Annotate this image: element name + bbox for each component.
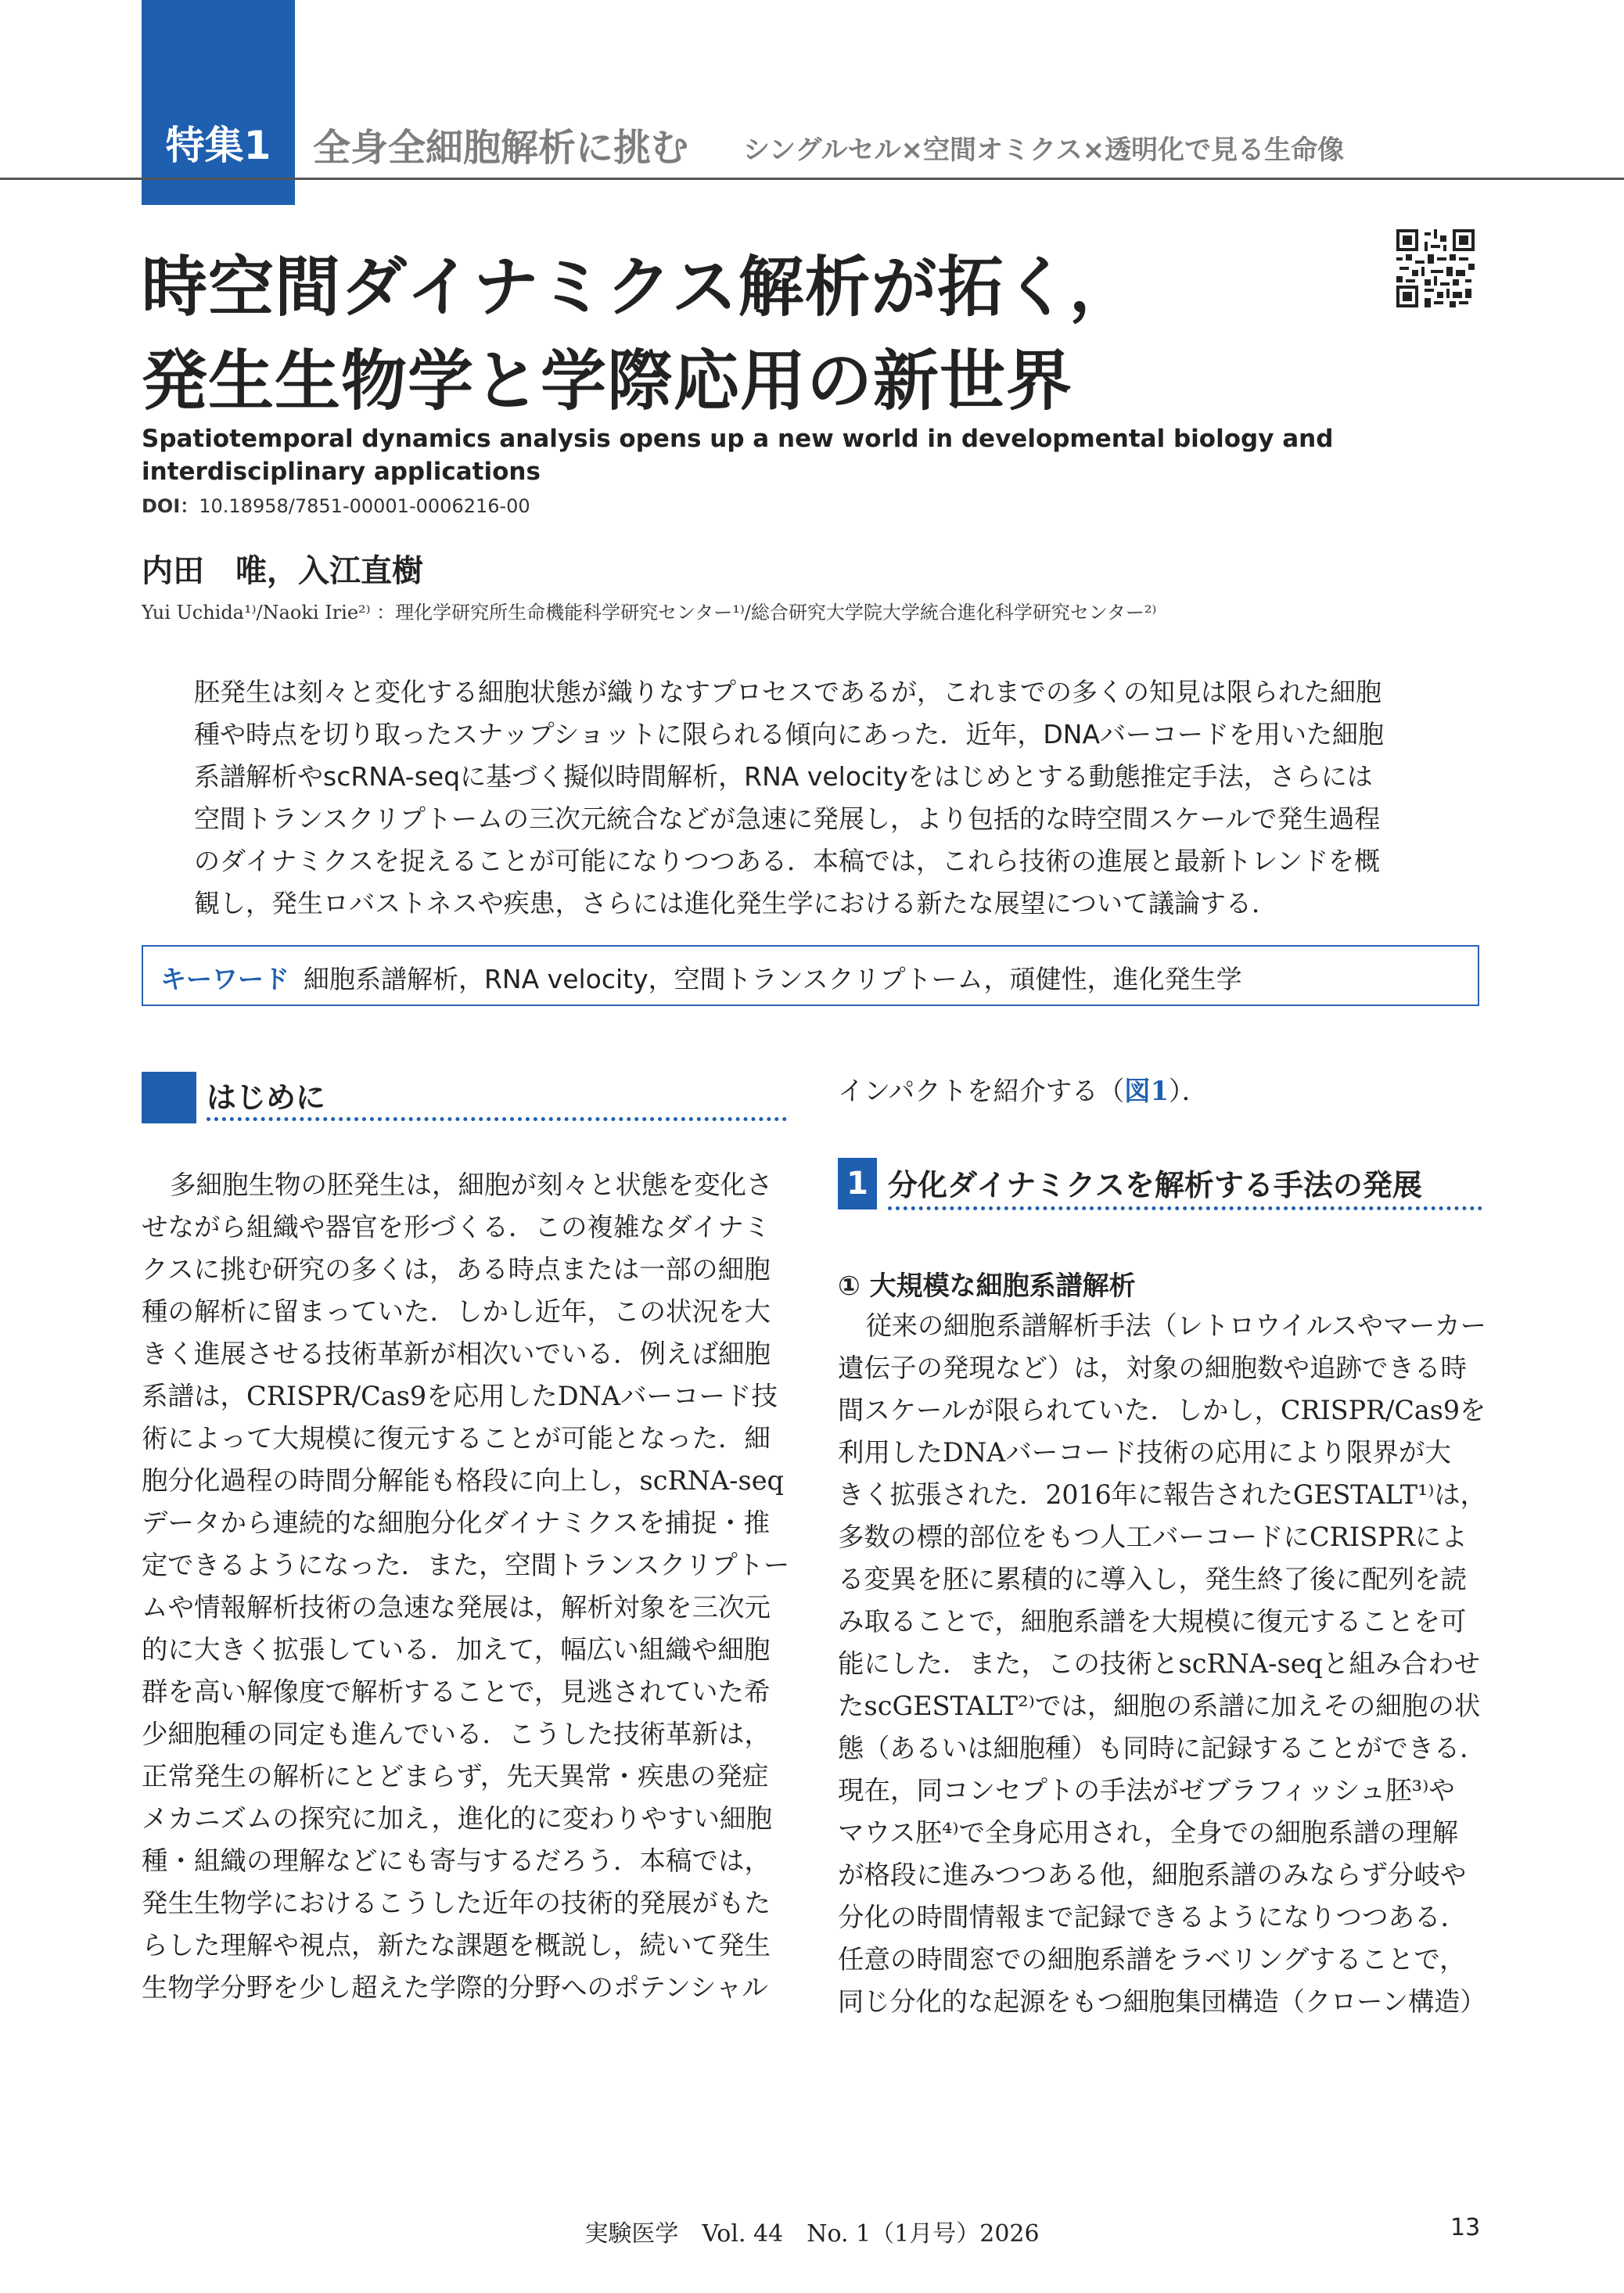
abstract-line: 観し，発生ロバストネスや疾患，さらには進化発生学における新たな展望について議論する． — [194, 888, 1278, 918]
abstract — [194, 671, 1430, 925]
body-line: 定できるようになった．また，空間トランスクリプトー — [142, 1550, 790, 1580]
body-line: 種の解析に留まっていた．しかし近年，この状況を大 — [142, 1296, 771, 1327]
section-marker — [142, 1072, 196, 1123]
body-line: 現在，同コンセプトの手法がゼブラフィッシュ胚³⁾や — [838, 1775, 1455, 1806]
intro-text: インパクトを紹介する（ — [838, 1076, 1125, 1106]
body-line: きく進展させる技術革新が相次いでいる．例えば細胞 — [142, 1339, 771, 1369]
abstract-line: 空間トランスクリプトームの三次元統合などが急速に発展し，より包括的な時空間スケールで発生過程 — [194, 803, 1381, 834]
body-line: 従来の細胞系譜解析手法（レトロウイルスやマーカー — [865, 1310, 1486, 1341]
subsection-title: ① 大規模な細胞系譜解析 — [838, 1270, 1136, 1302]
doi — [142, 491, 530, 518]
body-line: 多細胞生物の胚発生は，細胞が刻々と状態を変化さ — [170, 1170, 773, 1200]
body-line: 発生生物学におけるこうした近年の技術的発展がもた — [142, 1888, 771, 1918]
body-line: きく拡張された．2016年に報告されたGESTALT¹⁾は， — [838, 1479, 1486, 1510]
section-number-1: 1 — [838, 1158, 877, 1209]
body-line: 系譜は，CRISPR/Cas9を応用したDNAバーコード技 — [142, 1381, 778, 1411]
header-rule — [0, 178, 1624, 180]
article-title-line-1: 時空間ダイナミクス解析が拓く， — [142, 249, 1136, 325]
body-line: 利用したDNAバーコード技術の応用により限界が大 — [838, 1437, 1451, 1468]
body-line: 間スケールが限られていた．しかし，CRISPR/Cas9を — [838, 1395, 1486, 1425]
abstract-line: 系譜解析やscRNA-seqに基づく擬似時間解析，RNA velocityをはじめとする動態推定手法，さらには — [194, 761, 1373, 792]
body-line: 生物学分野を少し超えた学際的分野へのポテンシャル — [142, 1972, 768, 2003]
body-line: 術によって大規模に復元することが可能となった．細 — [142, 1423, 771, 1454]
body-line: 的に大きく拡張している．加えて，幅広い組織や細胞 — [142, 1634, 771, 1665]
body-line-continued — [838, 1070, 1208, 1112]
body-line: クスに挑む研究の多くは，ある時点または一部の細胞 — [142, 1254, 771, 1285]
body-line: ムや情報解析技術の急速な発展は，解析対象を三次元 — [142, 1592, 771, 1623]
body-line: 同じ分化的な起源をもつ細胞集団構造（クローン構造） — [838, 1986, 1486, 2017]
section-rule — [888, 1206, 1482, 1210]
keywords-label: キーワード — [160, 964, 289, 994]
body-line: 多数の標的部位をもつ人工バーコードにCRISPRによ — [838, 1522, 1468, 1552]
body-line: せながら組織や器官を形づくる．この複雑なダイナミ — [142, 1212, 771, 1242]
section-title-1: 分化ダイナミクスを解析する手法の発展 — [888, 1168, 1422, 1202]
series-subtitle: シングルセル×空間オミクス×透明化で見る生命像 — [743, 135, 1345, 166]
body-line: 群を高い解像度で解析することで，見逃されていた希 — [142, 1677, 771, 1707]
abstract-line: のダイナミクスを捉えることが可能になりつつある．本稿では，これら技術の進展と最新トレンドを概 — [194, 846, 1381, 876]
intro-end: ）． — [1168, 1076, 1209, 1106]
article-title-line-2: 発生生物学と学際応用の新世界 — [142, 343, 1073, 419]
doi-value[interactable]: 10.18958/7851-00001-0006216-00 — [199, 495, 530, 517]
abstract-line: 種や時点を切り取ったスナップショットに限られる傾向にあった．近年，DNAバーコードを用いた細胞 — [194, 719, 1385, 749]
body-line: 任意の時間窓での細胞系譜をラベリングすることで， — [838, 1944, 1466, 1975]
body-line: たscGESTALT²⁾では，細胞の系譜に加えその細胞の状 — [838, 1691, 1481, 1721]
body-line: る変異を胚に累積的に導入し，発生終了後に配列を読 — [838, 1564, 1467, 1594]
footer-journal: 実験医学 Vol. 44 No. 1（1月号）2026 — [584, 2220, 1040, 2248]
body-line: メカニズムの探究に加え，進化的に変わりやすい細胞 — [142, 1803, 773, 1834]
keywords-text: 細胞系譜解析，RNA velocity，空間トランスクリプトーム，頑健性，進化発生学 — [304, 964, 1242, 994]
body-line: 正常発生の解析にとどまらず，先天異常・疾患の発症 — [142, 1761, 769, 1792]
body-line: が格段に進みつつある他，細胞系譜のみならず分岐や — [838, 1860, 1467, 1890]
body-line: マウス胚⁴⁾で全身応用され，全身での細胞系譜の理解 — [838, 1817, 1459, 1848]
section-title-intro: はじめに — [207, 1080, 326, 1115]
body-line: 少細胞種の同定も進んでいる．こうした技術革新は， — [142, 1719, 771, 1749]
english-title: Spatiotemporal dynamics analysis opens up a new world in developmental biology and interdisciplinary applications — [142, 425, 1334, 486]
body-line: らした理解や視点，新たな課題を概説し，続いて発生 — [142, 1930, 771, 1961]
affiliation: Yui Uchida¹⁾/Naoki Irie²⁾ ：理化学研究所生命機能科学研究センター¹⁾/総合研究大学院大学統合進化科学研究センター²⁾ — [142, 602, 1157, 624]
qr-code-icon[interactable] — [1396, 229, 1475, 307]
body-line: データから連続的な細胞分化ダイナミクスを捕捉・推 — [142, 1508, 770, 1538]
authors: 内田 唯，入江直樹 — [142, 553, 423, 589]
body-line: み取ることで，細胞系譜を大規模に復元することを可 — [838, 1606, 1467, 1637]
feature-tag: 特集1 — [165, 123, 271, 168]
figure-1-link[interactable]: 図1 — [1124, 1076, 1169, 1106]
body-line: 遺伝子の発現など）は，対象の細胞数や追跡できる時 — [838, 1353, 1467, 1383]
body-line: 態（あるいは細胞種）も同時に記録することができる． — [838, 1733, 1486, 1763]
abstract-line: 胚発生は刻々と変化する細胞状態が織りなすプロセスであるが，これまでの多くの知見は限られた細胞 — [194, 677, 1381, 707]
feature-tag-box — [142, 0, 295, 205]
body-line: 胞分化過程の時間分解能も格段に向上し，scRNA-seq — [142, 1465, 784, 1496]
series-title: 全身全細胞解析に挑む — [313, 126, 689, 170]
page-number: 13 — [1450, 2214, 1481, 2241]
doi-label: DOI： — [142, 495, 199, 517]
body-line: 能にした．また，この技術とscRNA-seqと組み合わせ — [838, 1648, 1480, 1679]
body-line: 種・組織の理解などにも寄与するだろう．本稿では， — [142, 1846, 771, 1876]
body-line: 分化の時間情報まで記録できるようになりつつある． — [838, 1902, 1467, 1932]
section-rule — [207, 1117, 787, 1121]
keywords-box — [142, 945, 1479, 1006]
